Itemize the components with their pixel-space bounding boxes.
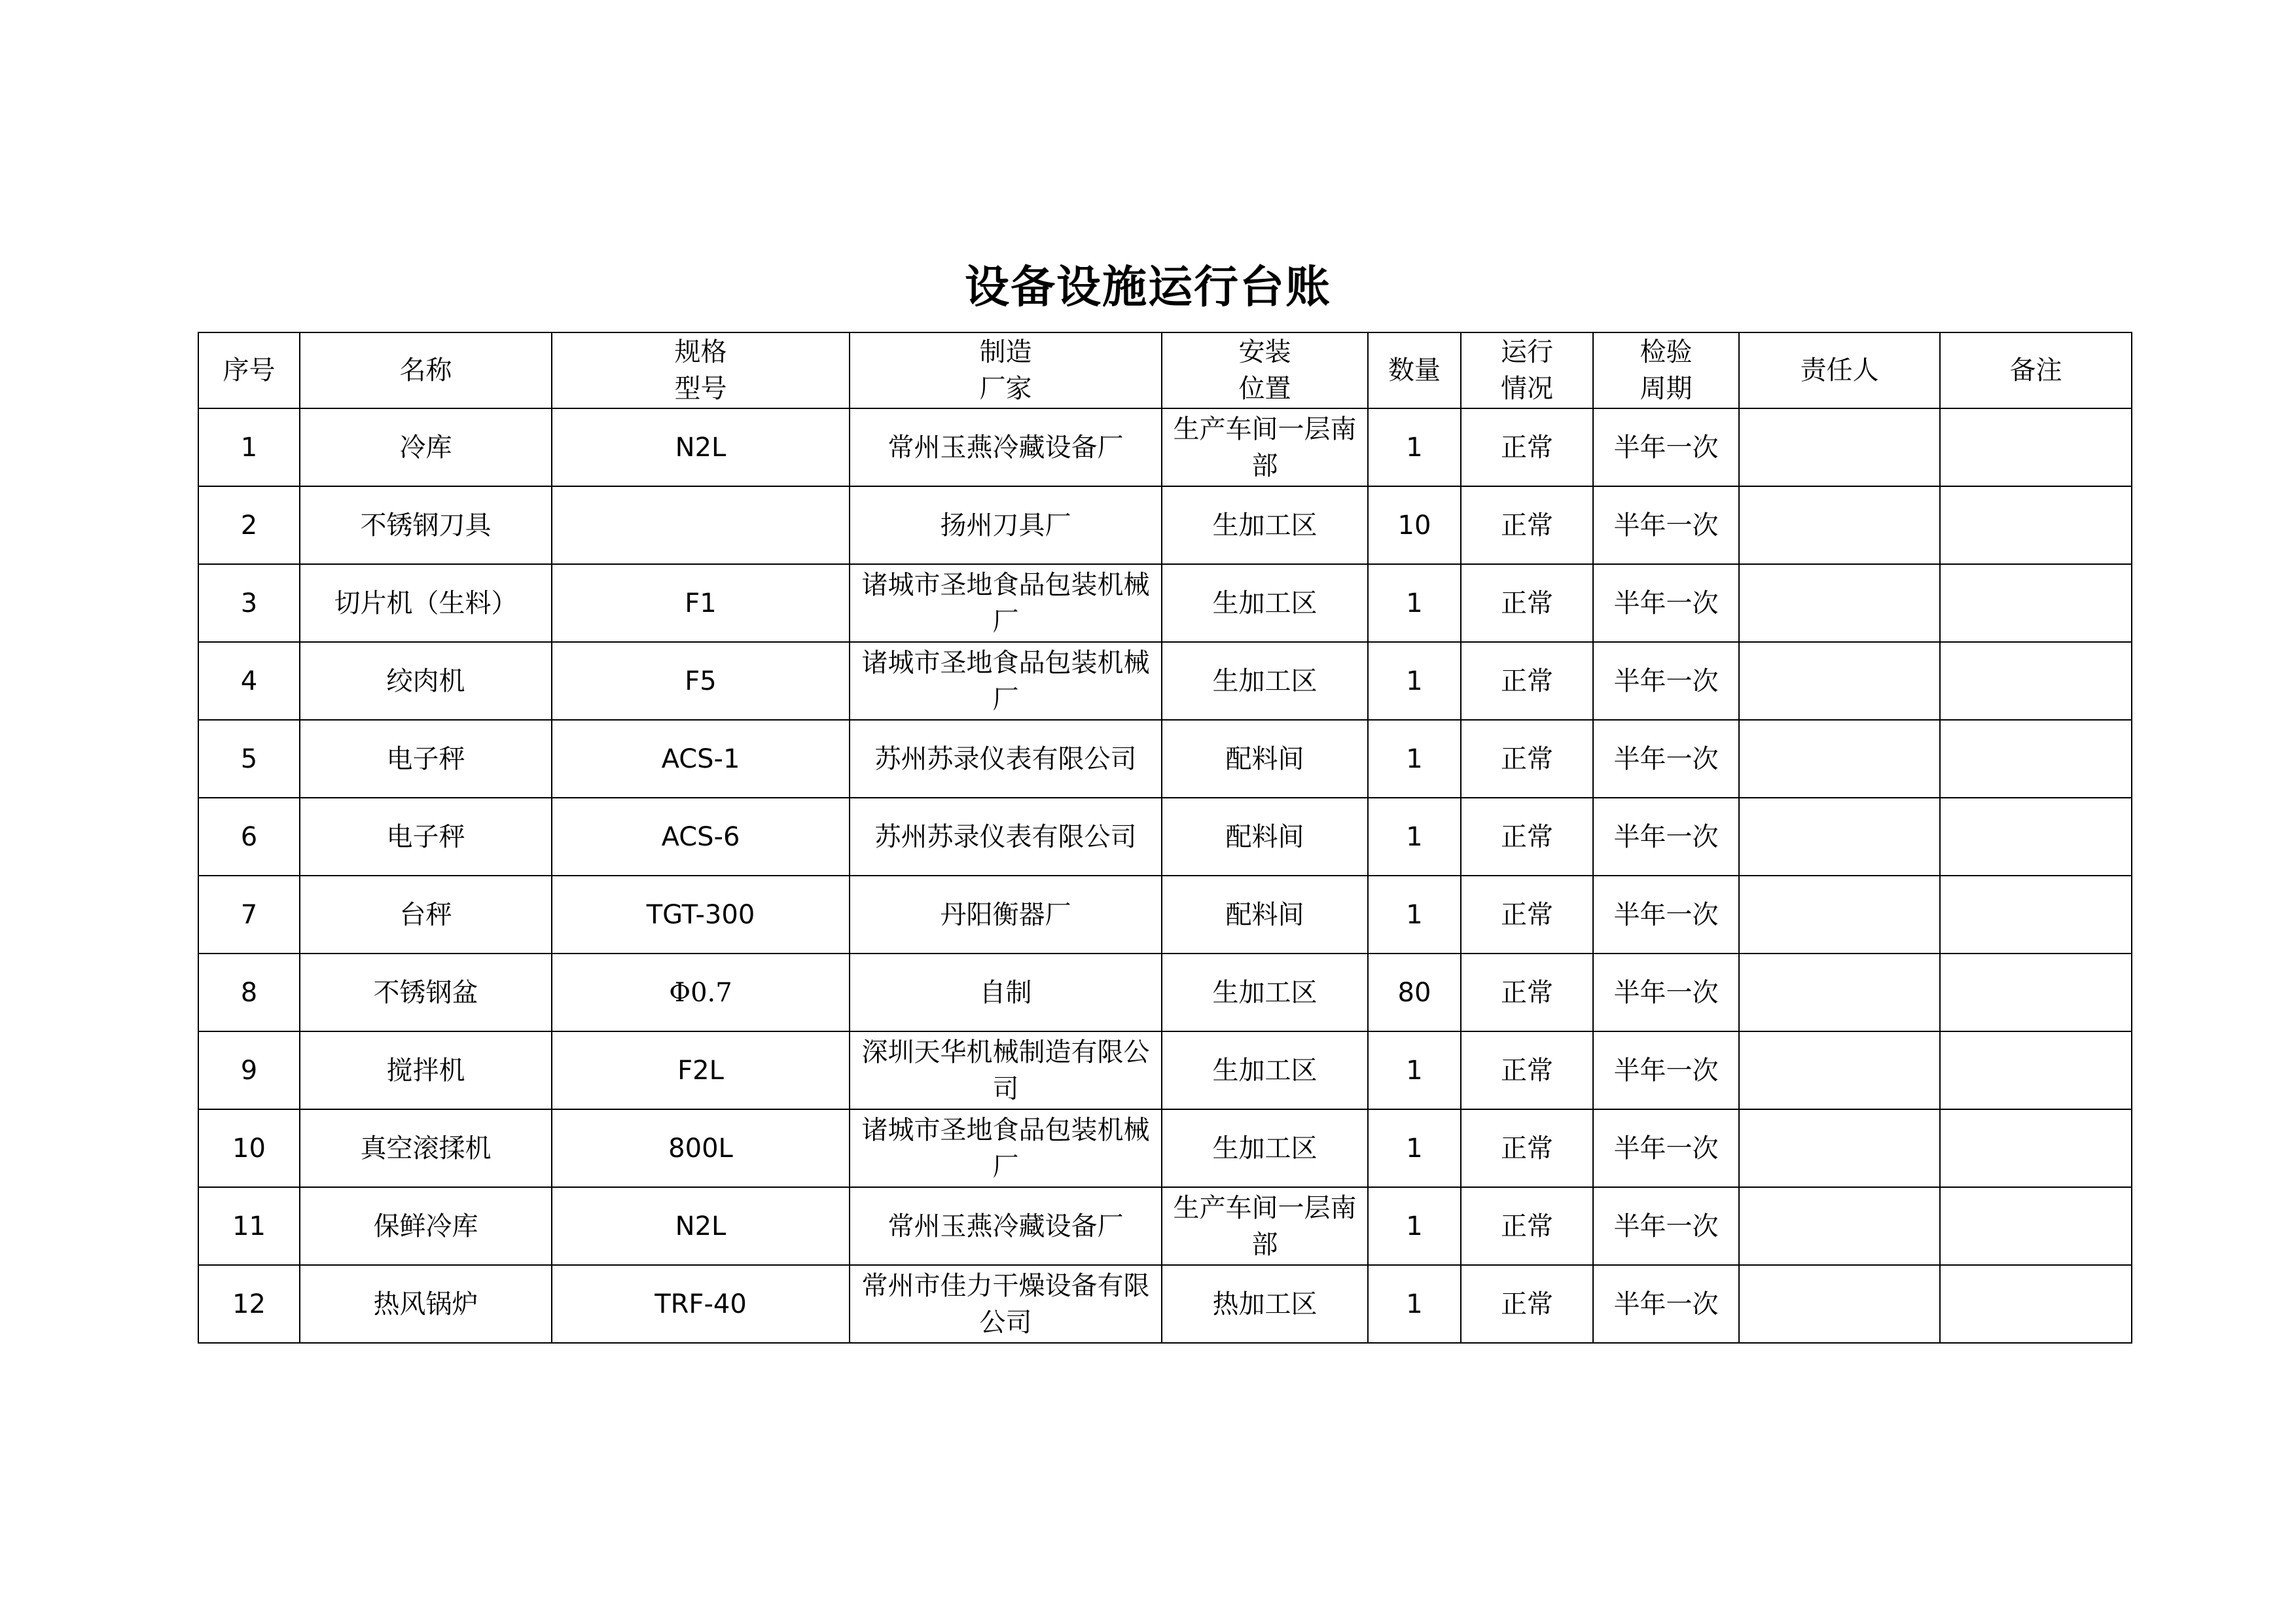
cell-name: 电子秤 — [300, 720, 552, 798]
cell-qty: 80 — [1368, 954, 1461, 1031]
cell-owner — [1739, 798, 1940, 876]
cell-model: N2L — [552, 408, 850, 486]
cell-note — [1940, 1187, 2132, 1265]
cell-model — [552, 486, 850, 564]
cell-owner — [1739, 1187, 1940, 1265]
cell-cycle: 半年一次 — [1593, 1187, 1739, 1265]
cell-qty: 1 — [1368, 642, 1461, 720]
header-note — [1940, 332, 2132, 408]
cell-name: 不锈钢刀具 — [300, 486, 552, 564]
cell-name: 不锈钢盆 — [300, 954, 552, 1031]
header-qty-line: 数量 — [1388, 355, 1441, 385]
table-row — [198, 564, 2132, 642]
cell-location: 生加工区 — [1162, 954, 1368, 1031]
cell-status: 正常 — [1461, 1031, 1593, 1109]
cell-status: 正常 — [1461, 798, 1593, 876]
header-note-line: 备注 — [2009, 355, 2062, 385]
cell-no: 4 — [198, 642, 300, 720]
cell-owner — [1739, 486, 1940, 564]
header-cycle-line: 周期 — [1640, 374, 1693, 404]
header-owner-line: 责任人 — [1800, 355, 1879, 385]
cell-location: 生加工区 — [1162, 642, 1368, 720]
cell-maker: 诸城市圣地食品包装机械厂 — [850, 642, 1162, 720]
header-name — [300, 332, 552, 408]
cell-qty: 10 — [1368, 486, 1461, 564]
cell-location: 配料间 — [1162, 798, 1368, 876]
cell-no: 1 — [198, 408, 300, 486]
cell-name: 切片机（生料） — [300, 564, 552, 642]
cell-maker: 深圳天华机械制造有限公司 — [850, 1031, 1162, 1109]
cell-cycle: 半年一次 — [1593, 486, 1739, 564]
cell-location: 生加工区 — [1162, 1109, 1368, 1187]
cell-no: 5 — [198, 720, 300, 798]
table-row — [198, 876, 2132, 954]
cell-maker: 诸城市圣地食品包装机械厂 — [850, 1109, 1162, 1187]
cell-model: TGT-300 — [552, 876, 850, 954]
cell-name: 台秤 — [300, 876, 552, 954]
cell-no: 12 — [198, 1265, 300, 1343]
cell-model: Φ0.7 — [552, 954, 850, 1031]
cell-cycle: 半年一次 — [1593, 1031, 1739, 1109]
cell-location: 生加工区 — [1162, 564, 1368, 642]
cell-no: 7 — [198, 876, 300, 954]
cell-model: 800L — [552, 1109, 850, 1187]
cell-name: 保鲜冷库 — [300, 1187, 552, 1265]
cell-qty: 1 — [1368, 720, 1461, 798]
cell-location: 配料间 — [1162, 720, 1368, 798]
cell-note — [1940, 954, 2132, 1031]
cell-note — [1940, 798, 2132, 876]
cell-cycle: 半年一次 — [1593, 564, 1739, 642]
cell-model: ACS-1 — [552, 720, 850, 798]
cell-no: 3 — [198, 564, 300, 642]
cell-note — [1940, 1109, 2132, 1187]
cell-maker: 扬州刀具厂 — [850, 486, 1162, 564]
cell-note — [1940, 408, 2132, 486]
header-name-line: 名称 — [399, 355, 452, 385]
cell-owner — [1739, 1109, 1940, 1187]
cell-status: 正常 — [1461, 564, 1593, 642]
cell-name: 热风锅炉 — [300, 1265, 552, 1343]
cell-qty: 1 — [1368, 408, 1461, 486]
cell-name: 冷库 — [300, 408, 552, 486]
cell-status: 正常 — [1461, 1187, 1593, 1265]
cell-qty: 1 — [1368, 1031, 1461, 1109]
cell-location: 生加工区 — [1162, 486, 1368, 564]
cell-qty: 1 — [1368, 798, 1461, 876]
cell-qty: 1 — [1368, 1187, 1461, 1265]
header-model-line: 型号 — [674, 374, 727, 404]
cell-owner — [1739, 720, 1940, 798]
table-row — [198, 1109, 2132, 1187]
table-row — [198, 1265, 2132, 1343]
cell-maker: 常州玉燕冷藏设备厂 — [850, 408, 1162, 486]
cell-owner — [1739, 954, 1940, 1031]
cell-maker: 自制 — [850, 954, 1162, 1031]
cell-model: F1 — [552, 564, 850, 642]
cell-cycle: 半年一次 — [1593, 954, 1739, 1031]
cell-status: 正常 — [1461, 486, 1593, 564]
cell-model: N2L — [552, 1187, 850, 1265]
cell-owner — [1739, 564, 1940, 642]
cell-maker: 诸城市圣地食品包装机械厂 — [850, 564, 1162, 642]
cell-cycle: 半年一次 — [1593, 720, 1739, 798]
cell-owner — [1739, 1265, 1940, 1343]
cell-qty: 1 — [1368, 1109, 1461, 1187]
cell-owner — [1739, 408, 1940, 486]
cell-name: 真空滚揉机 — [300, 1109, 552, 1187]
cell-maker: 苏州苏录仪表有限公司 — [850, 720, 1162, 798]
page-title: 设备设施运行台账 — [964, 262, 1331, 313]
cell-location: 生产车间一层南部 — [1162, 1187, 1368, 1265]
cell-cycle: 半年一次 — [1593, 642, 1739, 720]
cell-qty: 1 — [1368, 1265, 1461, 1343]
cell-name: 绞肉机 — [300, 642, 552, 720]
header-location-line: 位置 — [1238, 374, 1291, 404]
cell-owner — [1739, 642, 1940, 720]
cell-model: F5 — [552, 642, 850, 720]
cell-status: 正常 — [1461, 1109, 1593, 1187]
cell-status: 正常 — [1461, 954, 1593, 1031]
header-maker-line: 厂家 — [979, 374, 1032, 404]
cell-note — [1940, 486, 2132, 564]
cell-owner — [1739, 876, 1940, 954]
cell-no: 8 — [198, 954, 300, 1031]
table-row — [198, 954, 2132, 1031]
cell-location: 配料间 — [1162, 876, 1368, 954]
cell-name: 搅拌机 — [300, 1031, 552, 1109]
cell-location: 生产车间一层南部 — [1162, 408, 1368, 486]
header-cycle — [1593, 332, 1739, 408]
cell-cycle: 半年一次 — [1593, 408, 1739, 486]
header-owner — [1739, 332, 1940, 408]
header-model-line: 规格 — [674, 337, 727, 367]
header-status — [1461, 332, 1593, 408]
header-cycle-line: 检验 — [1640, 337, 1693, 367]
cell-status: 正常 — [1461, 642, 1593, 720]
header-qty — [1368, 332, 1461, 408]
header-location-line: 安装 — [1238, 337, 1291, 367]
table-row — [198, 720, 2132, 798]
cell-model: F2L — [552, 1031, 850, 1109]
cell-maker: 常州玉燕冷藏设备厂 — [850, 1187, 1162, 1265]
cell-no: 2 — [198, 486, 300, 564]
cell-qty: 1 — [1368, 564, 1461, 642]
cell-location: 生加工区 — [1162, 1031, 1368, 1109]
table-row — [198, 408, 2132, 486]
cell-note — [1940, 1265, 2132, 1343]
cell-note — [1940, 876, 2132, 954]
cell-qty: 1 — [1368, 876, 1461, 954]
table-row — [198, 1187, 2132, 1265]
table-row — [198, 1031, 2132, 1109]
cell-model: TRF-40 — [552, 1265, 850, 1343]
cell-name: 电子秤 — [300, 798, 552, 876]
cell-no: 6 — [198, 798, 300, 876]
cell-status: 正常 — [1461, 720, 1593, 798]
header-location — [1162, 332, 1368, 408]
table-row — [198, 486, 2132, 564]
header-maker-line: 制造 — [979, 337, 1032, 367]
cell-note — [1940, 642, 2132, 720]
cell-maker: 常州市佳力干燥设备有限公司 — [850, 1265, 1162, 1343]
cell-no: 10 — [198, 1109, 300, 1187]
cell-note — [1940, 720, 2132, 798]
cell-no: 9 — [198, 1031, 300, 1109]
cell-location: 热加工区 — [1162, 1265, 1368, 1343]
header-model — [552, 332, 850, 408]
header-maker — [850, 332, 1162, 408]
cell-cycle: 半年一次 — [1593, 876, 1739, 954]
cell-cycle: 半年一次 — [1593, 1109, 1739, 1187]
cell-cycle: 半年一次 — [1593, 798, 1739, 876]
cell-note — [1940, 1031, 2132, 1109]
cell-status: 正常 — [1461, 876, 1593, 954]
header-status-line: 运行 — [1501, 337, 1553, 367]
cell-model: ACS-6 — [552, 798, 850, 876]
cell-cycle: 半年一次 — [1593, 1265, 1739, 1343]
cell-maker: 丹阳衡器厂 — [850, 876, 1162, 954]
cell-status: 正常 — [1461, 1265, 1593, 1343]
table-row — [198, 642, 2132, 720]
header-row — [198, 332, 2132, 408]
header-no-line: 序号 — [223, 355, 276, 385]
header-no — [198, 332, 300, 408]
cell-status: 正常 — [1461, 408, 1593, 486]
cell-note — [1940, 564, 2132, 642]
header-status-line: 情况 — [1501, 374, 1553, 404]
table-row — [198, 798, 2132, 876]
cell-maker: 苏州苏录仪表有限公司 — [850, 798, 1162, 876]
cell-no: 11 — [198, 1187, 300, 1265]
cell-owner — [1739, 1031, 1940, 1109]
equipment-ledger-table — [198, 332, 2132, 1344]
